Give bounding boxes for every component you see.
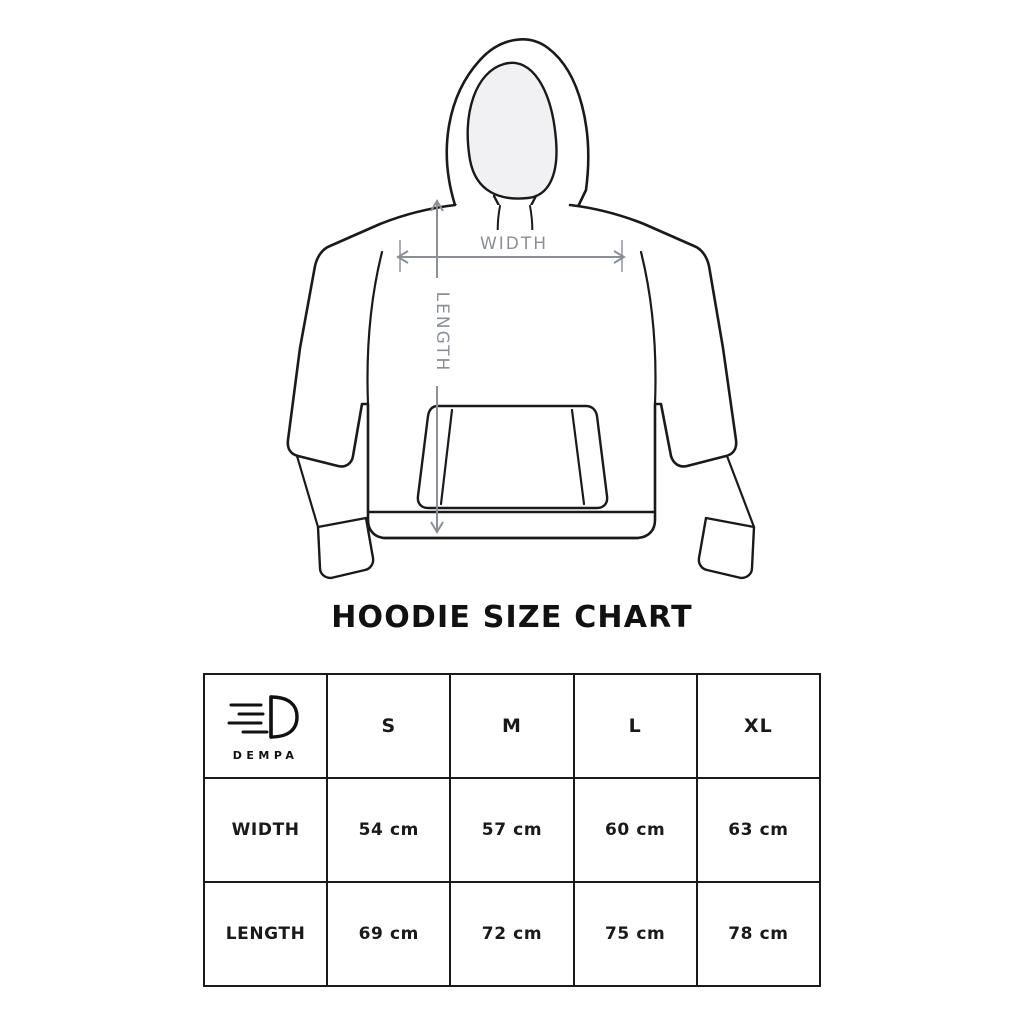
column-header-xl: XL: [697, 674, 820, 778]
table-row: [204, 778, 820, 882]
table-row: [204, 882, 820, 986]
width-dimension-label: WIDTH: [479, 234, 549, 254]
cell-length-l: 75 cm: [574, 882, 697, 986]
dempa-logo-icon: [227, 691, 305, 743]
column-header-s: S: [327, 674, 450, 778]
cell-length-s: 69 cm: [327, 882, 450, 986]
page-title: HOODIE SIZE CHART: [331, 600, 693, 635]
column-header-l: L: [574, 674, 697, 778]
cell-length-m: 72 cm: [450, 882, 573, 986]
cell-width-xl: 63 cm: [697, 778, 820, 882]
cell-width-l: 60 cm: [574, 778, 697, 882]
brand-logo-cell: [204, 674, 327, 778]
brand-name: DEMPA: [232, 748, 299, 762]
length-dimension-label: LENGTH: [432, 291, 452, 373]
row-label-length: LENGTH: [204, 882, 327, 986]
size-chart-table: [203, 673, 821, 987]
row-label-width: WIDTH: [204, 778, 327, 882]
table-header-row: [204, 674, 820, 778]
cell-length-xl: 78 cm: [697, 882, 820, 986]
cell-width-m: 57 cm: [450, 778, 573, 882]
column-header-m: M: [450, 674, 573, 778]
cell-width-s: 54 cm: [327, 778, 450, 882]
